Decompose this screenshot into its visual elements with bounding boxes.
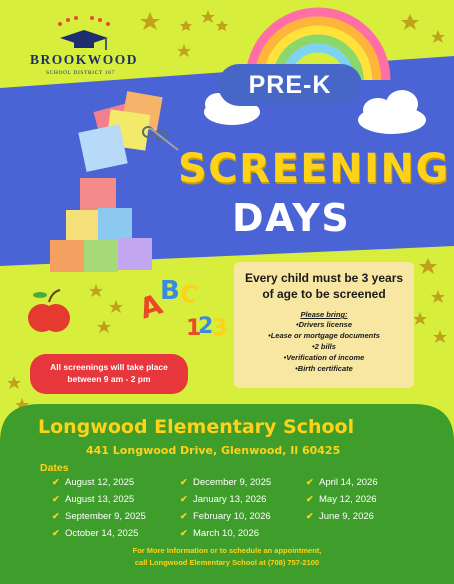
list-item (306, 491, 378, 508)
list-item (306, 474, 378, 491)
time-notice-line2: between 9 am - 2 pm (67, 374, 151, 384)
list-item: •Birth certificate (295, 364, 353, 373)
footer-line-2: call Longwood Elementary School at (708) 757-2100 (134, 558, 320, 567)
dates-column-1 (52, 474, 146, 542)
check-icon: ✔ (52, 511, 60, 521)
prek-label: PRE-K (218, 64, 362, 106)
number-3-icon: 3 (212, 316, 228, 341)
footer-line-1: For More Information or to schedule an appointment, (132, 546, 322, 555)
bring-title: Please bring: (300, 310, 348, 319)
list-item: •2 bills (312, 342, 336, 351)
list-item (306, 508, 378, 525)
dates-label: Dates (40, 462, 69, 474)
date-text: March 10, 2026 (193, 528, 260, 539)
check-icon: ✔ (180, 511, 188, 521)
graduation-cap-icon (60, 30, 108, 50)
list-item (52, 491, 146, 508)
number-1-icon: 1 (186, 316, 202, 341)
check-icon: ✔ (180, 477, 188, 487)
letter-c-icon: C (177, 278, 201, 310)
date-text: October 14, 2025 (65, 528, 139, 539)
date-text: June 9, 2026 (319, 511, 374, 522)
check-icon: ✔ (52, 494, 60, 504)
check-icon: ✔ (180, 494, 188, 504)
date-text: January 13, 2026 (193, 494, 267, 505)
list-item (52, 508, 146, 525)
time-notice (30, 354, 188, 394)
school-name: Longwood Elementary School (38, 416, 355, 438)
date-text: February 10, 2026 (193, 511, 271, 522)
list-item (180, 525, 271, 542)
letter-b-icon: B (160, 276, 180, 306)
dates-column-3 (306, 474, 378, 525)
date-text: May 12, 2026 (319, 494, 377, 505)
time-notice-line1: All screenings will take place (50, 362, 168, 372)
list-item: •Lease or mortgage documents (268, 331, 380, 340)
date-text: December 9, 2025 (193, 477, 272, 488)
star-icon (58, 16, 110, 26)
date-text: August 12, 2025 (65, 477, 135, 488)
check-icon: ✔ (180, 528, 188, 538)
check-icon: ✔ (306, 494, 314, 504)
list-item: •Verification of income (283, 353, 365, 362)
apple-icon (28, 290, 70, 332)
list-item (180, 508, 271, 525)
date-text: April 14, 2026 (319, 477, 378, 488)
check-icon: ✔ (52, 528, 60, 538)
check-icon: ✔ (306, 511, 314, 521)
list-item: •Drivers license (296, 320, 352, 329)
age-notice: Every child must be 3 years of age to be screened (244, 271, 404, 301)
dates-column-2 (180, 474, 271, 542)
list-item (180, 491, 271, 508)
check-icon: ✔ (52, 477, 60, 487)
list-item (52, 474, 146, 491)
title-days: DAYS (232, 196, 351, 240)
number-2-icon: 2 (198, 314, 214, 339)
requirements-box (234, 262, 414, 388)
date-text: August 13, 2025 (65, 494, 135, 505)
logo-name: BROOKWOOD (30, 52, 139, 67)
letter-a-icon: A (135, 287, 167, 326)
title-screening: SCREENING (178, 146, 450, 192)
list-item (52, 525, 146, 542)
logo-subtitle: SCHOOL DISTRICT 167 (46, 70, 115, 76)
date-text: September 9, 2025 (65, 511, 146, 522)
check-icon: ✔ (306, 477, 314, 487)
school-address: 441 Longwood Drive, Glenwood, Il 60425 (86, 444, 341, 457)
list-item (180, 474, 271, 491)
